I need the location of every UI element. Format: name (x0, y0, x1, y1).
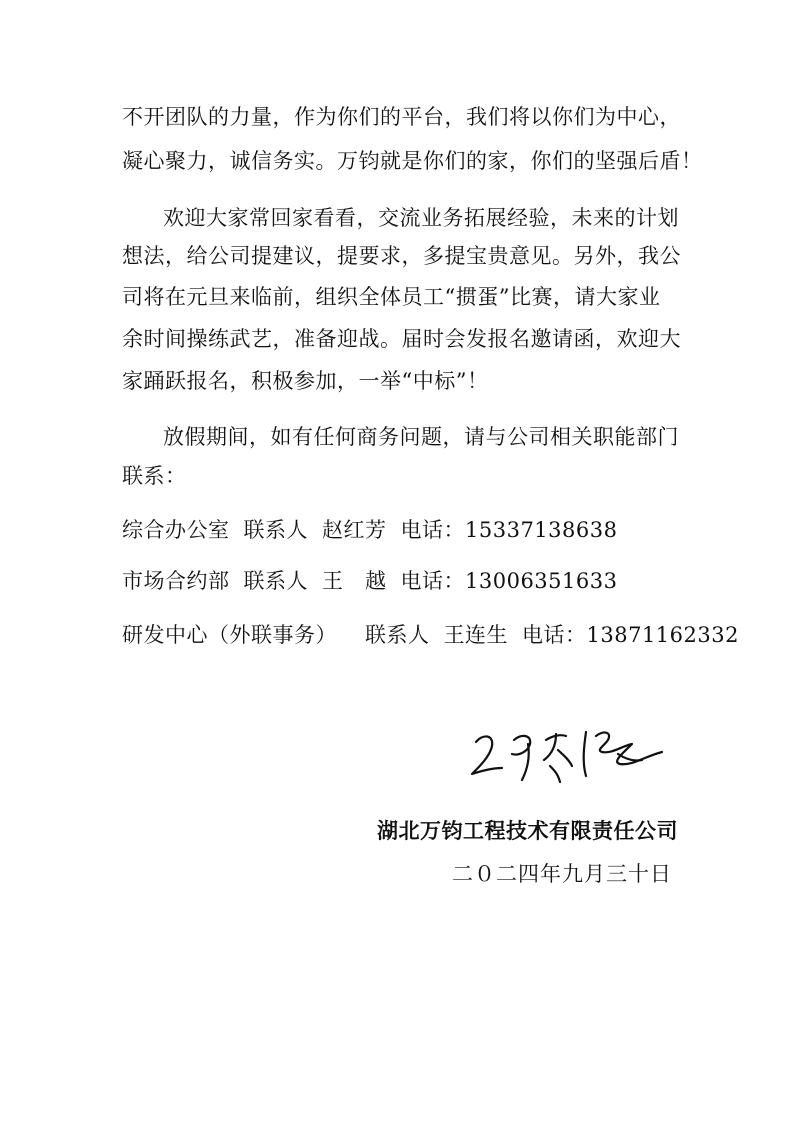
phone-number: 13871162332 (586, 623, 739, 647)
contact-label: 联系人 (243, 569, 308, 593)
contact-name: 王 越 (322, 569, 387, 593)
paragraph-2-line-4: 余时间操练武艺，准备迎战。届时会发报名邀请函，欢迎大 (122, 327, 681, 351)
contact-name: 王连生 (443, 623, 508, 647)
phone-number: 13006351633 (465, 569, 618, 593)
paragraph-2-line-5: 家踊跃报名，积极参加，一举“中标”！ (122, 369, 489, 393)
signature-date: 二０二四年九月三十日 (452, 862, 672, 886)
paragraph-3-line-2: 联系： (122, 464, 187, 488)
paragraph-2-line-3: 司将在元旦来临前，组织全体员工“掼蛋”比赛，请大家业 (122, 285, 661, 309)
phone-label: 电话： (400, 569, 465, 593)
paragraph-1-line-1: 不开团队的力量，作为你们的平台，我们将以你们为中心， (122, 105, 681, 129)
paragraph-2-line-2: 想法，给公司提建议，提要求，多提宝贵意见。另外，我公 (122, 244, 681, 268)
contact-label: 联系人 (243, 518, 308, 542)
phone-label: 电话： (400, 518, 465, 542)
contact-dept: 综合办公室 (122, 518, 230, 542)
contact-label: 联系人 (365, 623, 430, 647)
phone-number: 15337138638 (465, 518, 618, 542)
contact-row (122, 621, 739, 649)
contact-row (122, 567, 617, 595)
contact-dept: 研发中心（外联事务） (122, 623, 337, 647)
organization-name: 湖北万钧工程技术有限责任公司 (377, 818, 678, 843)
phone-label: 电话： (522, 623, 587, 647)
handwritten-signature (462, 710, 672, 790)
paragraph-2-line-1: 欢迎大家常回家看看，交流业务拓展经验，未来的计划 (163, 206, 679, 230)
paragraph-3-line-1: 放假期间，如有任何商务问题，请与公司相关职能部门 (163, 425, 679, 449)
contact-row (122, 516, 617, 544)
contact-name: 赵红芳 (322, 518, 387, 542)
paragraph-1-line-2: 凝心聚力，诚信务实。万钧就是你们的家，你们的坚强后盾！ (122, 149, 703, 173)
contact-dept: 市场合约部 (122, 569, 230, 593)
